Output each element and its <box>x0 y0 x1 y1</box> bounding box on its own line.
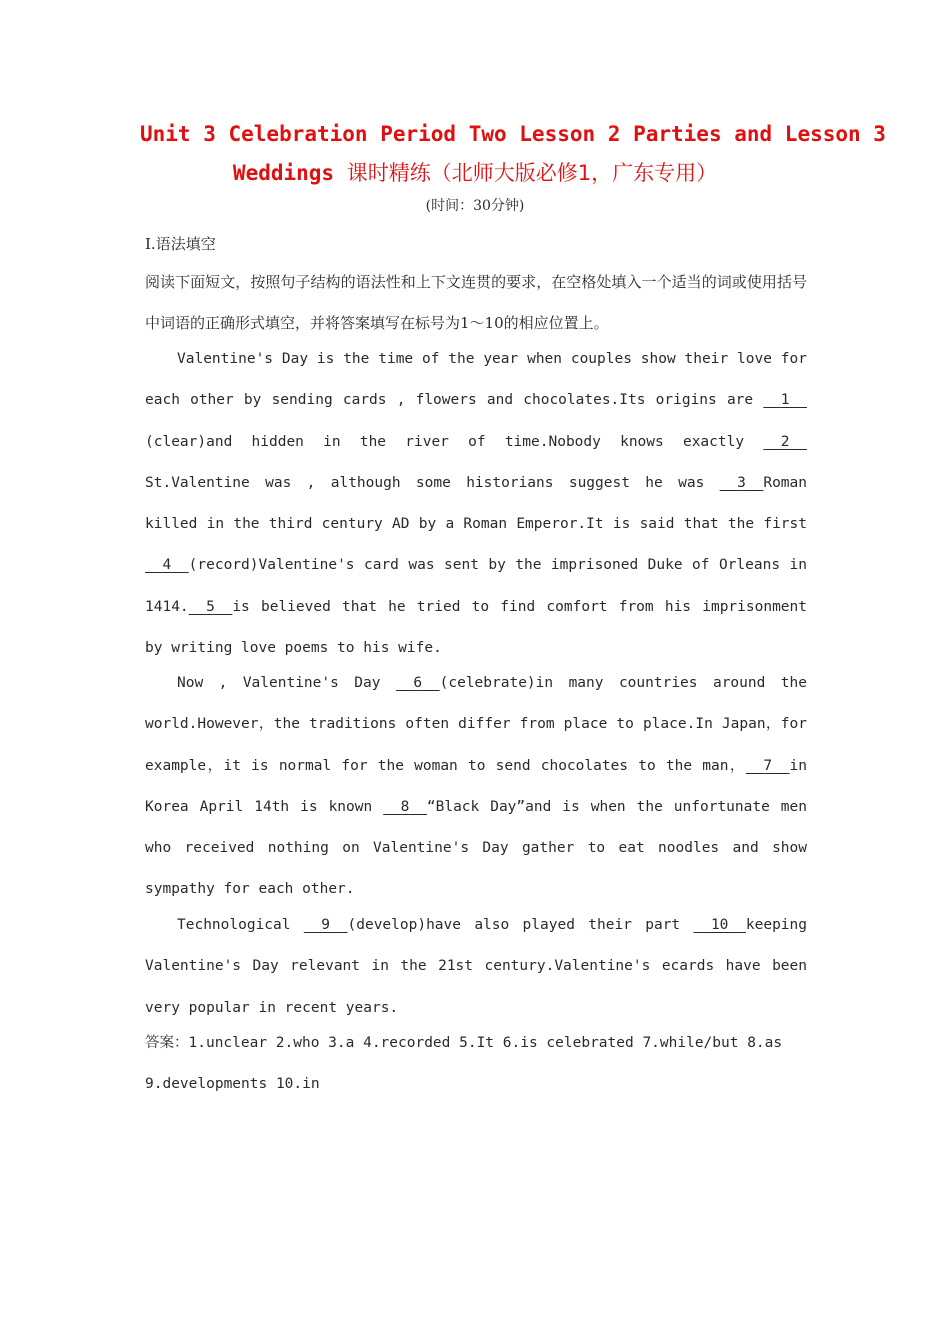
blank-8: 8 <box>400 798 410 815</box>
passage-text: (celebrate)in many countries around the world.However，the traditions often differ from place to place.In Japan，for example，it is normal for the woman to send chocolates to the man， <box>145 675 807 774</box>
blank-3: 3 <box>737 474 746 491</box>
title-line-2 <box>140 157 810 187</box>
blank-2: 2 <box>780 433 790 450</box>
blank-9: 9 <box>321 917 331 933</box>
instructions: 阅读下面短文，按照句子结构的语法性和上下文连贯的要求，在空格处填入一个适当的词或使用括号中词语的正确形式填空，并将答案填写在标号为1～10的相应位置上。 <box>145 273 807 332</box>
blank-1: 1 <box>780 392 790 409</box>
passage-paragraph-3 <box>145 905 807 1029</box>
passage-paragraph-1 <box>145 339 807 669</box>
passage-text: in Korea April 14th is known <box>145 757 807 815</box>
passage-text: Valentine's Day is the time of the year when couples show their love for each other by sending cards , flowers and chocolates.Its origins are <box>145 351 807 409</box>
title-line-2-english: Weddings <box>232 161 347 185</box>
blank-4: 4 <box>162 557 172 574</box>
blank-6: 6 <box>413 675 423 691</box>
blank-10: 10 <box>710 917 729 933</box>
passage-text: is believed that he tried to find comfort from his imprisonment by writing love poems to his wife. <box>145 598 807 657</box>
passage-text: Technological <box>177 917 304 933</box>
passage-text: (record)Valentine's card was sent by the imprisoned Duke of Orleans in 1414. <box>145 557 807 615</box>
title-line-1: Unit 3 Celebration Period Two Lesson 2 Parties and Lesson 3 <box>140 122 886 146</box>
passage-paragraph-2 <box>145 663 807 911</box>
title-line-2-chinese: 课时精练（北师大版必修1，广东专用） <box>346 161 718 185</box>
blank-7: 7 <box>763 757 773 774</box>
blank-5: 5 <box>206 598 215 615</box>
passage-text: (develop)have also played their part <box>347 917 694 933</box>
section-heading: Ⅰ.语法填空 <box>145 235 216 253</box>
passage-text: Now , Valentine's Day <box>177 675 396 691</box>
answer-label: 答案： <box>145 1035 189 1051</box>
passage-text: “Black Day”and is when the unfortunate men who received nothing on Valentine's Day gather to eat noodles and show sympathy for each other. <box>145 798 807 898</box>
time-note: (时间：30分钟) <box>425 198 525 214</box>
passage-text: St.Valentine was , although some historians suggest he was <box>145 474 720 491</box>
answer-key <box>145 1023 807 1105</box>
passage-text: Roman killed in the third century AD by a Roman Emperor.It is said that the first <box>145 474 807 533</box>
passage-text: keeping Valentine's Day relevant in the 21st century.Valentine's ecards have been very popular in recent years. <box>145 917 807 1016</box>
answer-text: 1.unclear 2.who 3.a 4.recorded 5.It 6.is celebrated 7.while/but 8.as 9.developments 10.in <box>145 1035 783 1092</box>
passage-text: (clear)and hidden in the river of time.Nobody knows exactly <box>145 433 764 450</box>
